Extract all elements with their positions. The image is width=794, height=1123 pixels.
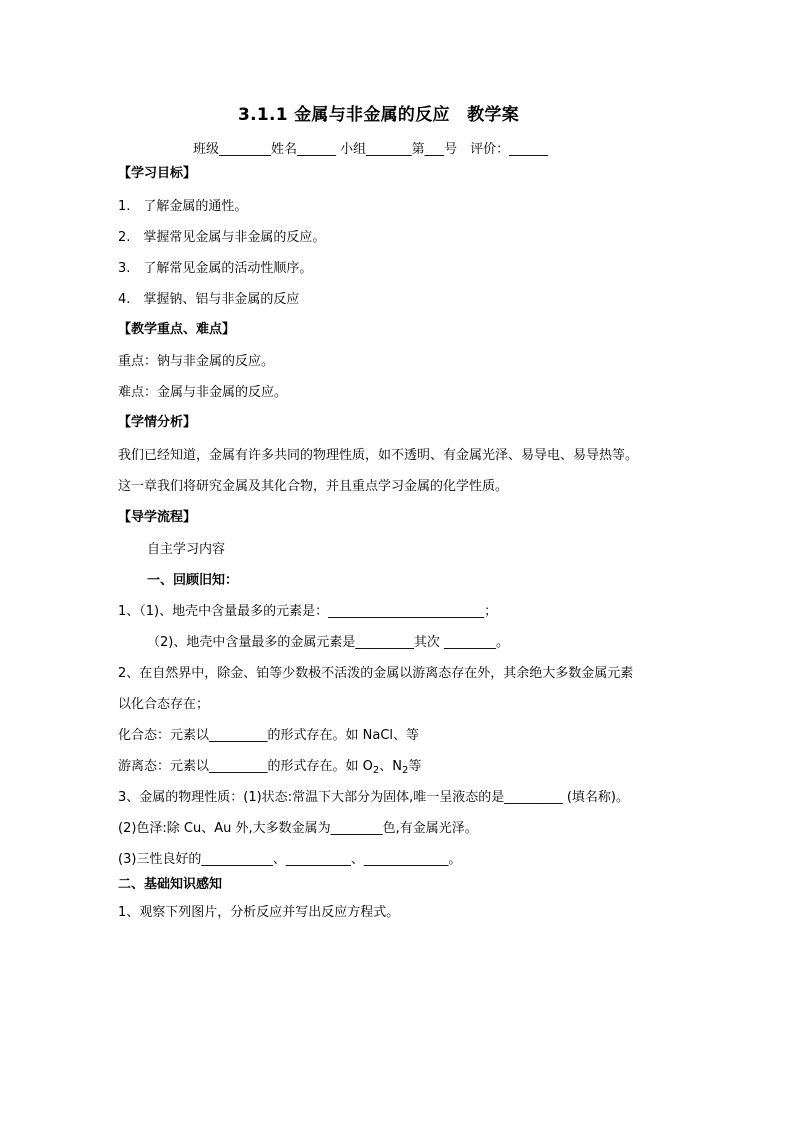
question-2a: 2、在自然界中，除金、铂等少数极不活泼的金属以游离态存在外，其余绝大多数金属元素 xyxy=(118,666,634,681)
free-state-sep: 、N xyxy=(379,759,402,774)
page-title: 3.1.1 金属与非金属的反应 教学案 xyxy=(238,105,520,125)
subscript-2: 2 xyxy=(401,765,409,776)
goal-item-3: 3. 了解常见金属的活动性顺序。 xyxy=(118,261,313,276)
key-point: 重点：钠与非金属的反应。 xyxy=(118,354,275,369)
flow-heading: 【导学流程】 xyxy=(118,510,197,525)
compound-state-line: 化合态：元素以_________的形式存在。如 NaCl、等 xyxy=(118,728,420,743)
review-heading: 一、回顾旧知： xyxy=(147,573,239,588)
subscript-2: 2 xyxy=(372,765,380,776)
basics-question-1: 1、观察下列图片，分析反应并写出反应方程式。 xyxy=(118,905,400,920)
question-3c: (3)三性良好的___________、__________、_____________。 xyxy=(118,852,462,867)
difficulty-point: 难点：金属与非金属的反应。 xyxy=(118,385,288,400)
free-state-line xyxy=(118,758,421,780)
student-info-line: 班级________姓名______ 小组_______第___号 评价：______ xyxy=(193,142,549,157)
free-state-end: 等 xyxy=(408,759,422,774)
key-points-heading: 【教学重点、难点】 xyxy=(118,322,236,337)
question-1b: （2)、地壳中含量最多的金属元素是_________其次 ________。 xyxy=(147,635,509,650)
question-2b: 以化合态存在； xyxy=(118,697,210,712)
self-study-label: 自主学习内容 xyxy=(147,542,226,557)
goal-item-1: 1. 了解金属的通性。 xyxy=(118,199,248,214)
goals-heading: 【学习目标】 xyxy=(118,166,197,181)
analysis-line-2: 这一章我们将研究金属及其化合物，并且重点学习金属的化学性质。 xyxy=(118,479,509,494)
question-3b: (2)色泽:除 Cu、Au 外,大多数金属为________色,有金属光泽。 xyxy=(118,821,478,836)
question-1a: 1、（1)、地壳中含量最多的元素是：________________________； xyxy=(118,604,498,619)
goal-item-2: 2. 掌握常见金属与非金属的反应。 xyxy=(118,230,326,245)
question-3: 3、金属的物理性质：(1)状态:常温下大部分为固体,唯一呈液态的是_________ (填名称)。 xyxy=(118,790,629,805)
basics-heading: 二、基础知识感知 xyxy=(118,877,223,892)
analysis-line-1: 我们已经知道，金属有许多共同的物理性质，如不透明、有金属光泽、易导电、易导热等。 xyxy=(118,448,639,463)
goal-item-4: 4. 掌握钠、铝与非金属的反应 xyxy=(118,292,300,307)
free-state-text: 游离态：元素以_________的形式存在。如 O xyxy=(118,759,373,774)
analysis-heading: 【学情分析】 xyxy=(118,415,197,430)
